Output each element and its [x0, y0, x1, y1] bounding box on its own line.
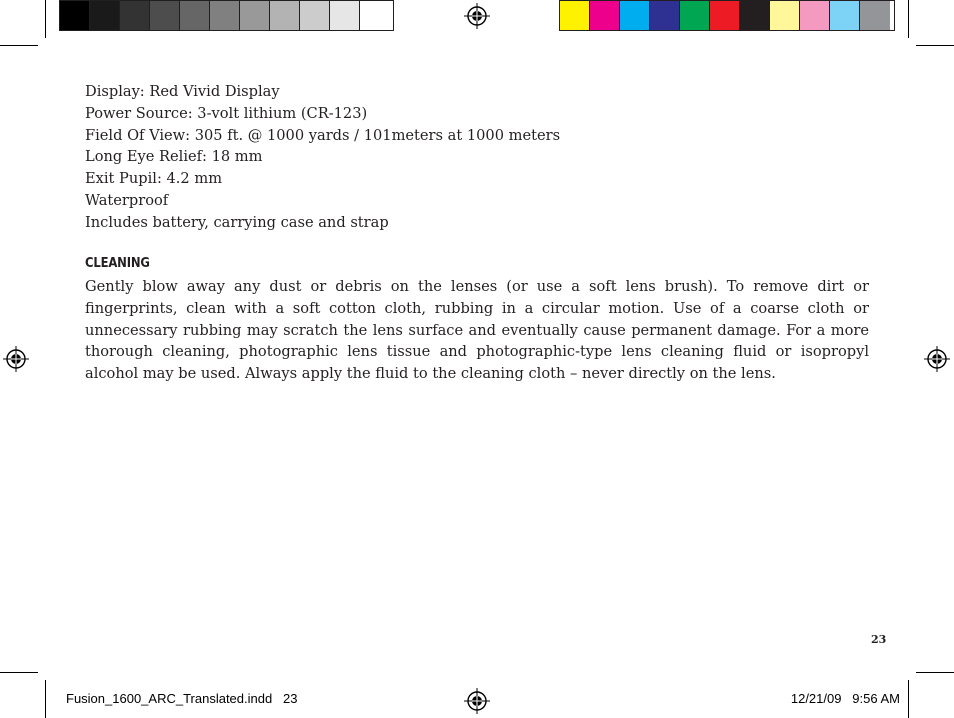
spec-item: Waterproof — [85, 191, 169, 209]
crop-mark — [45, 0, 46, 38]
crop-mark — [0, 45, 38, 46]
color-swatch — [590, 1, 620, 30]
section-heading: CLEANING — [85, 255, 150, 271]
registration-mark-icon — [464, 3, 490, 29]
spec-item: Includes battery, carrying case and strap — [85, 213, 389, 231]
spec-item: Exit Pupil: 4.2 mm — [85, 170, 223, 188]
crop-mark — [908, 0, 909, 38]
spec-item: Field Of View: 305 ft. @ 1000 yards / 101meters at 1000 meters — [85, 126, 561, 144]
color-swatch — [180, 1, 210, 30]
color-swatch — [60, 1, 90, 30]
color-swatch — [150, 1, 180, 30]
color-swatch — [240, 1, 270, 30]
color-swatch — [90, 1, 120, 30]
color-swatch — [800, 1, 830, 30]
color-swatch — [300, 1, 330, 30]
color-swatch — [560, 1, 590, 30]
slug-filename: Fusion_1600_ARC_Translated.indd 23 — [66, 691, 298, 706]
color-swatch — [620, 1, 650, 30]
registration-mark-icon — [3, 346, 29, 372]
registration-mark-icon — [924, 346, 950, 372]
crop-mark — [916, 45, 954, 46]
color-swatch — [770, 1, 800, 30]
color-swatch — [650, 1, 680, 30]
spec-item: Power Source: 3-volt lithium (CR-123) — [85, 104, 368, 122]
color-swatch — [270, 1, 300, 30]
color-swatch — [830, 1, 860, 30]
spec-item: Display: Red Vivid Display — [85, 83, 280, 100]
crop-mark — [916, 672, 954, 673]
color-swatch — [360, 1, 390, 30]
crop-mark — [45, 680, 46, 718]
registration-mark-icon — [464, 688, 490, 714]
page-number: 23 — [871, 633, 887, 646]
spec-item: Long Eye Relief: 18 mm — [85, 148, 263, 166]
spec-list — [85, 81, 560, 234]
color-swatch — [330, 1, 360, 30]
color-swatch — [210, 1, 240, 30]
color-swatch — [710, 1, 740, 30]
grayscale-color-bar — [59, 0, 394, 31]
crop-mark — [908, 680, 909, 718]
process-color-bar — [559, 0, 895, 31]
color-swatch — [680, 1, 710, 30]
color-swatch — [120, 1, 150, 30]
color-swatch — [740, 1, 770, 30]
cleaning-paragraph: Gently blow away any dust or debris on the lenses (or use a soft lens brush). To remove dirt or fingerprints, clean with a soft cotton cloth, rubbing in a circular motion. Use of a coarse cloth or unnecessary rubbing may scratch the lens surface and eventually cause permanent damage. For a more thorough cleaning, photographic lens tissue and photographic-type lens cleaning fluid or isopropyl alcohol may be used. Always apply the fluid to the cleaning cloth – never directly on the lens. — [85, 278, 869, 383]
color-swatch — [860, 1, 890, 30]
crop-mark — [0, 672, 38, 673]
slug-timestamp: 12/21/09 9:56 AM — [790, 691, 900, 706]
